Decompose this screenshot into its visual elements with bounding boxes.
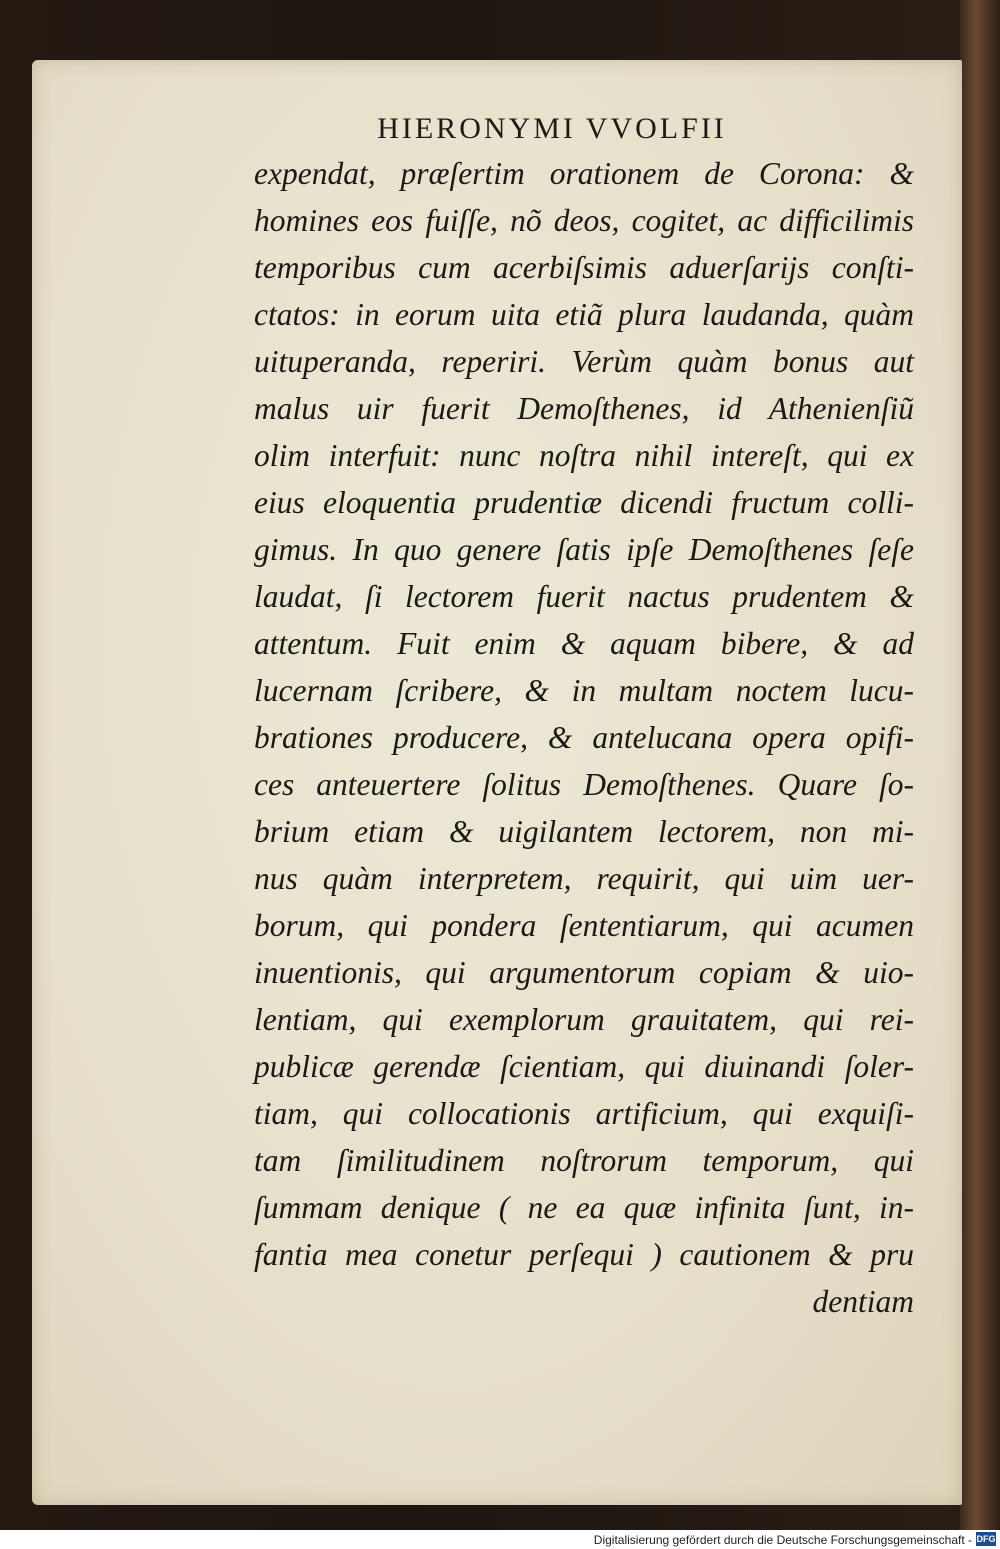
- text-line: eius eloquentia prudentiæ dicendi fructum colli-: [254, 485, 914, 520]
- text-line: ſummam denique ( ne ea quæ infinita ſunt, in-: [254, 1190, 914, 1225]
- page-text-block: [254, 150, 914, 1325]
- text-line: nus quàm interpretem, requirit, qui uim uer-: [254, 861, 914, 896]
- text-line: olim interfuit: nunc noſtra nihil intereſt, qui ex: [254, 438, 914, 473]
- text-line: publicæ gerendæ ſcientiam, qui diuinandi ſoler-: [254, 1049, 914, 1084]
- text-line: homines eos fuiſſe, nõ deos, cogitet, ac difficilimis: [254, 203, 914, 238]
- text-line: ctatos: in eorum uita etiã plura laudanda, quàm: [254, 297, 914, 332]
- text-line: tam ſimilitudinem noſtrorum temporum, qui: [254, 1143, 914, 1178]
- text-line: temporibus cum acerbiſsimis aduerſarijs conſti-: [254, 250, 914, 285]
- text-line: laudat, ſi lectorem fuerit nactus prudentem &: [254, 579, 914, 614]
- dfg-logo: DFG: [976, 1534, 996, 1544]
- text-line: ces anteuertere ſolitus Demoſthenes. Quare ſo-: [254, 767, 914, 802]
- text-line: lentiam, qui exemplorum grauitatem, qui rei-: [254, 1002, 914, 1037]
- running-head: HIERONYMI VVOLFII: [377, 112, 727, 145]
- text-line: malus uir fuerit Demoſthenes, id Athenienſiũ: [254, 391, 914, 426]
- text-line: inuentionis, qui argumentorum copiam & uio-: [254, 955, 914, 990]
- text-line: tiam, qui collocationis artificium, qui exquiſi-: [254, 1096, 914, 1131]
- text-line: expendat, præſertim orationem de Corona: &: [254, 156, 914, 191]
- book-edge: [960, 0, 1000, 1530]
- text-line: lucernam ſcribere, & in multam noctem lucu-: [254, 673, 914, 708]
- text-line: dentiam: [812, 1284, 914, 1319]
- text-line: fantia mea conetur perſequi ) cautionem & pru: [254, 1237, 914, 1272]
- digitization-credit: Digitalisierung gefördert durch die Deutsche Forschungsgemeinschaft -: [593, 1533, 972, 1547]
- book-page: [32, 60, 962, 1505]
- text-line: gimus. In quo genere ſatis ipſe Demoſthenes ſeſe: [254, 532, 914, 567]
- text-line: brationes producere, & antelucana opera opifi-: [254, 720, 914, 755]
- text-line: brium etiam & uigilantem lectorem, non mi-: [254, 814, 914, 849]
- text-line: attentum. Fuit enim & aquam bibere, & ad: [254, 626, 914, 661]
- text-line: borum, qui pondera ſententiarum, qui acumen: [254, 908, 914, 943]
- text-line: uituperanda, reperiri. Verùm quàm bonus aut: [254, 344, 914, 379]
